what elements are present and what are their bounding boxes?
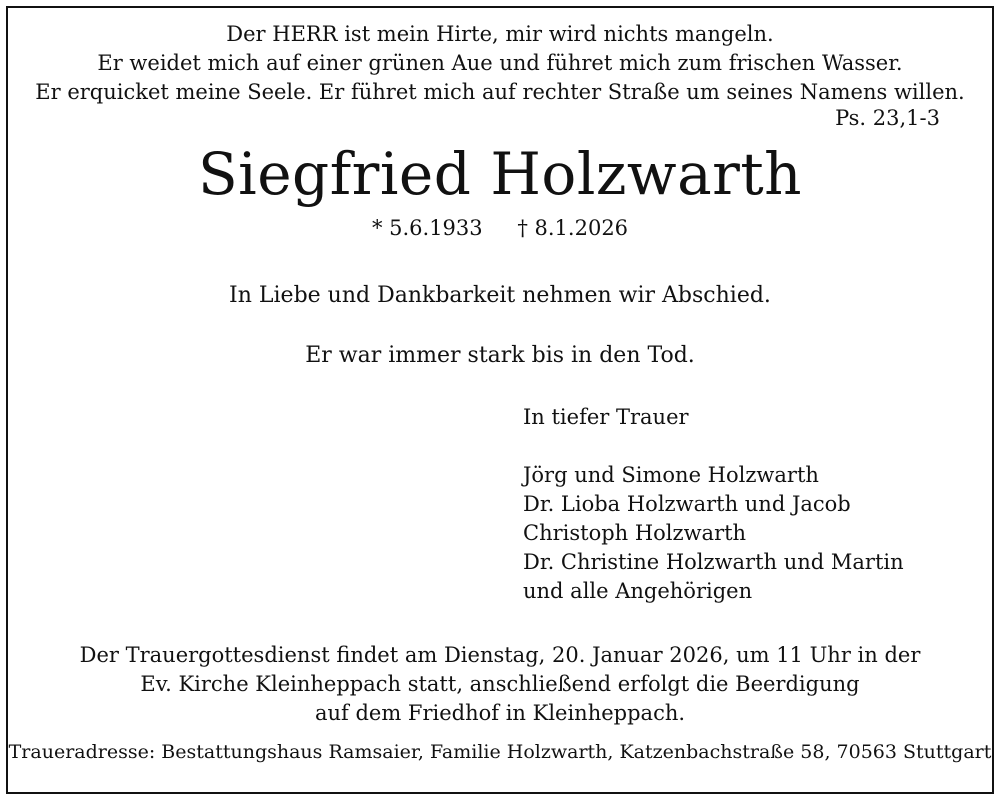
service-line: auf dem Friedhof in Kleinheppach. — [314, 701, 686, 725]
birth-date: * 5.6.1933 — [371, 216, 483, 240]
family-member: Dr. Christine Holzwarth und Martin — [523, 550, 904, 574]
psalm-quote — [0, 20, 1000, 107]
service-info — [0, 641, 1000, 728]
mourning-intro: In tiefer Trauer — [523, 405, 689, 429]
service-line: Der Trauergottesdienst findet am Dienstag, 20. Januar 2026, um 11 Uhr in der — [79, 643, 921, 667]
psalm-line: Er weidet mich auf einer grünen Aue und führet mich zum frischen Wasser. — [97, 51, 903, 75]
psalm-reference: Ps. 23,1-3 — [835, 106, 940, 130]
psalm-line: Der HERR ist mein Hirte, mir wird nichts mangeln. — [226, 22, 774, 46]
service-line: Ev. Kirche Kleinheppach statt, anschließend erfolgt die Beerdigung — [140, 672, 860, 696]
family-member: Christoph Holzwarth — [523, 521, 747, 545]
deceased-name: Siegfried Holzwarth — [197, 140, 803, 208]
mourning-address: Traueradresse: Bestattungshaus Ramsaier, Familie Holzwarth, Katzenbachstraße 58, 70563 Stuttgart — [8, 741, 992, 763]
psalm-line: Er erquicket meine Seele. Er führet mich auf rechter Straße um seines Namens willen. — [35, 80, 965, 104]
family-member: Jörg und Simone Holzwarth — [523, 463, 819, 487]
farewell-text: In Liebe und Dankbarkeit nehmen wir Abschied. — [229, 283, 771, 308]
memorial-text: Er war immer stark bis in den Tod. — [305, 343, 695, 368]
family-list — [523, 461, 904, 606]
family-member: Dr. Lioba Holzwarth und Jacob — [523, 492, 851, 516]
death-date: † 8.1.2026 — [517, 216, 629, 240]
life-dates — [0, 216, 1000, 240]
family-member: und alle Angehörigen — [523, 579, 753, 603]
